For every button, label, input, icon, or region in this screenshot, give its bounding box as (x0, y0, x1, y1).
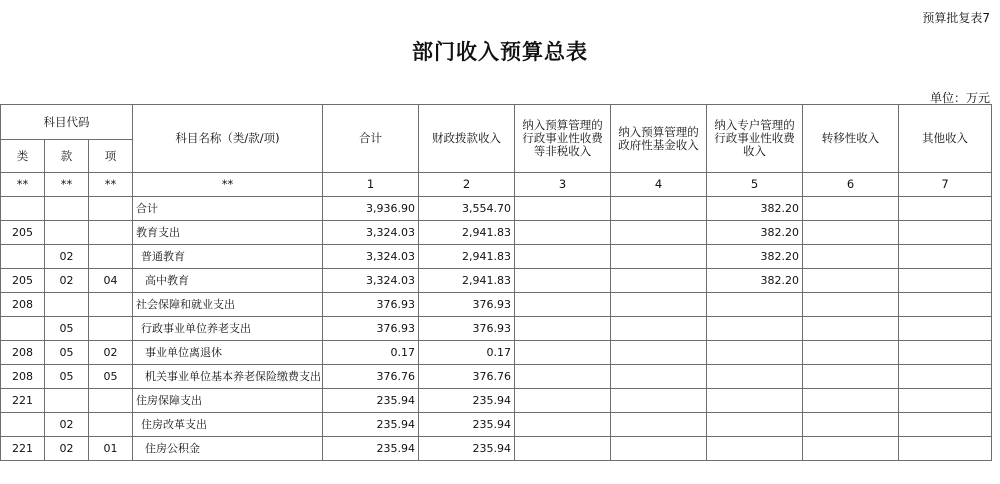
table-row (1, 413, 992, 437)
cell-fiscal: 0.17 (419, 341, 515, 365)
cell-xiang: 05 (89, 365, 133, 389)
cell-other (899, 413, 992, 437)
budget-table (0, 104, 992, 461)
cell-nontax (515, 317, 611, 341)
cell-special (707, 317, 803, 341)
cell-subject-name: 住房改革支出 (133, 413, 323, 437)
table-row (1, 389, 992, 413)
cell-nontax (515, 221, 611, 245)
cell-lei: 221 (1, 437, 45, 461)
header-xiang: 项 (89, 140, 133, 173)
cell-nontax (515, 365, 611, 389)
cell-xiang (89, 317, 133, 341)
cell-nontax (515, 197, 611, 221)
header-kuan: 款 (45, 140, 89, 173)
cell-subject-name: 住房保障支出 (133, 389, 323, 413)
cell-fund (611, 365, 707, 389)
cell-lei (1, 245, 45, 269)
cell-transfer (803, 389, 899, 413)
table-row (1, 365, 992, 389)
header-subject-name: 科目名称（类/款/项) (133, 105, 323, 173)
table-body (1, 197, 992, 461)
cell-lei: 205 (1, 269, 45, 293)
table-row (1, 293, 992, 317)
cell-xiang: 01 (89, 437, 133, 461)
index-col-1: 1 (323, 173, 419, 197)
header-fund: 纳入预算管理的政府性基金收入 (611, 105, 707, 173)
header-other: 其他收入 (899, 105, 992, 173)
cell-subject-name: 高中教育 (133, 269, 323, 293)
table-row (1, 269, 992, 293)
cell-lei (1, 317, 45, 341)
cell-lei: 208 (1, 341, 45, 365)
cell-subject-name: 社会保障和就业支出 (133, 293, 323, 317)
cell-fiscal: 376.93 (419, 317, 515, 341)
cell-fiscal: 2,941.83 (419, 245, 515, 269)
cell-other (899, 317, 992, 341)
cell-fiscal: 2,941.83 (419, 269, 515, 293)
cell-kuan (45, 197, 89, 221)
cell-subject-name: 普通教育 (133, 245, 323, 269)
cell-other (899, 341, 992, 365)
cell-fund (611, 341, 707, 365)
cell-total: 3,324.03 (323, 245, 419, 269)
header-subject-code: 科目代码 (1, 105, 133, 140)
table-row (1, 437, 992, 461)
cell-transfer (803, 317, 899, 341)
cell-other (899, 437, 992, 461)
cell-fund (611, 413, 707, 437)
cell-subject-name: 机关事业单位基本养老保险缴费支出 (133, 365, 323, 389)
cell-kuan: 02 (45, 245, 89, 269)
cell-total: 0.17 (323, 341, 419, 365)
cell-kuan: 05 (45, 317, 89, 341)
cell-other (899, 197, 992, 221)
cell-other (899, 245, 992, 269)
cell-subject-name: 合计 (133, 197, 323, 221)
cell-xiang (89, 413, 133, 437)
cell-special (707, 341, 803, 365)
header-transfer: 转移性收入 (803, 105, 899, 173)
cell-nontax (515, 341, 611, 365)
cell-fiscal: 3,554.70 (419, 197, 515, 221)
index-xiang: ** (89, 173, 133, 197)
cell-lei: 208 (1, 293, 45, 317)
cell-total: 235.94 (323, 413, 419, 437)
table-row (1, 317, 992, 341)
index-lei: ** (1, 173, 45, 197)
header-total: 合计 (323, 105, 419, 173)
page-title: 部门收入预算总表 (412, 40, 588, 64)
cell-kuan: 05 (45, 365, 89, 389)
unit-label: 单位：万元 (929, 91, 990, 105)
header-special: 纳入专户管理的行政事业性收费收入 (707, 105, 803, 173)
index-row (1, 173, 992, 197)
cell-special (707, 389, 803, 413)
cell-other (899, 221, 992, 245)
cell-nontax (515, 437, 611, 461)
cell-fiscal: 235.94 (419, 413, 515, 437)
cell-transfer (803, 269, 899, 293)
cell-kuan (45, 389, 89, 413)
cell-subject-name: 住房公积金 (133, 437, 323, 461)
cell-special: 382.20 (707, 245, 803, 269)
cell-fund (611, 197, 707, 221)
cell-transfer (803, 365, 899, 389)
header-nontax: 纳入预算管理的行政事业性收费等非税收入 (515, 105, 611, 173)
cell-xiang (89, 221, 133, 245)
cell-nontax (515, 269, 611, 293)
cell-other (899, 269, 992, 293)
index-col-5: 5 (707, 173, 803, 197)
cell-nontax (515, 413, 611, 437)
cell-special: 382.20 (707, 197, 803, 221)
cell-fund (611, 437, 707, 461)
cell-xiang (89, 197, 133, 221)
cell-transfer (803, 221, 899, 245)
cell-special (707, 413, 803, 437)
cell-total: 3,324.03 (323, 221, 419, 245)
cell-fund (611, 317, 707, 341)
cell-transfer (803, 293, 899, 317)
cell-fiscal: 376.93 (419, 293, 515, 317)
index-kuan: ** (45, 173, 89, 197)
cell-fund (611, 221, 707, 245)
index-col-2: 2 (419, 173, 515, 197)
cell-transfer (803, 341, 899, 365)
index-col-4: 4 (611, 173, 707, 197)
cell-transfer (803, 245, 899, 269)
cell-kuan: 02 (45, 437, 89, 461)
cell-total: 3,936.90 (323, 197, 419, 221)
cell-kuan: 02 (45, 269, 89, 293)
cell-fiscal: 376.76 (419, 365, 515, 389)
index-col-6: 6 (803, 173, 899, 197)
cell-fiscal: 235.94 (419, 389, 515, 413)
cell-fiscal: 2,941.83 (419, 221, 515, 245)
cell-nontax (515, 245, 611, 269)
cell-kuan: 05 (45, 341, 89, 365)
cell-total: 376.93 (323, 317, 419, 341)
cell-special: 382.20 (707, 221, 803, 245)
header-lei: 类 (1, 140, 45, 173)
cell-transfer (803, 197, 899, 221)
cell-other (899, 293, 992, 317)
cell-total: 235.94 (323, 437, 419, 461)
cell-kuan (45, 221, 89, 245)
table-row (1, 341, 992, 365)
cell-xiang (89, 293, 133, 317)
cell-xiang (89, 389, 133, 413)
cell-special (707, 437, 803, 461)
cell-kuan: 02 (45, 413, 89, 437)
cell-total: 3,324.03 (323, 269, 419, 293)
cell-transfer (803, 437, 899, 461)
cell-other (899, 389, 992, 413)
table-row (1, 245, 992, 269)
index-col-7: 7 (899, 173, 992, 197)
cell-subject-name: 事业单位离退休 (133, 341, 323, 365)
cell-total: 376.93 (323, 293, 419, 317)
cell-lei: 208 (1, 365, 45, 389)
cell-lei (1, 197, 45, 221)
cell-special (707, 293, 803, 317)
cell-total: 376.76 (323, 365, 419, 389)
table-row (1, 221, 992, 245)
cell-fiscal: 235.94 (419, 437, 515, 461)
cell-subject-name: 行政事业单位养老支出 (133, 317, 323, 341)
cell-special: 382.20 (707, 269, 803, 293)
cell-fund (611, 293, 707, 317)
cell-nontax (515, 293, 611, 317)
cell-xiang (89, 245, 133, 269)
index-col-3: 3 (515, 173, 611, 197)
cell-kuan (45, 293, 89, 317)
cell-total: 235.94 (323, 389, 419, 413)
cell-transfer (803, 413, 899, 437)
table-row (1, 197, 992, 221)
cell-other (899, 365, 992, 389)
cell-fund (611, 245, 707, 269)
cell-lei: 205 (1, 221, 45, 245)
header-row-1 (1, 105, 992, 140)
cell-lei (1, 413, 45, 437)
cell-xiang: 04 (89, 269, 133, 293)
cell-special (707, 365, 803, 389)
cell-lei: 221 (1, 389, 45, 413)
cell-fund (611, 269, 707, 293)
cell-nontax (515, 389, 611, 413)
cell-subject-name: 教育支出 (133, 221, 323, 245)
form-number: 预算批复表7 (922, 11, 990, 25)
cell-fund (611, 389, 707, 413)
index-name: ** (133, 173, 323, 197)
cell-xiang: 02 (89, 341, 133, 365)
header-fiscal: 财政拨款收入 (419, 105, 515, 173)
